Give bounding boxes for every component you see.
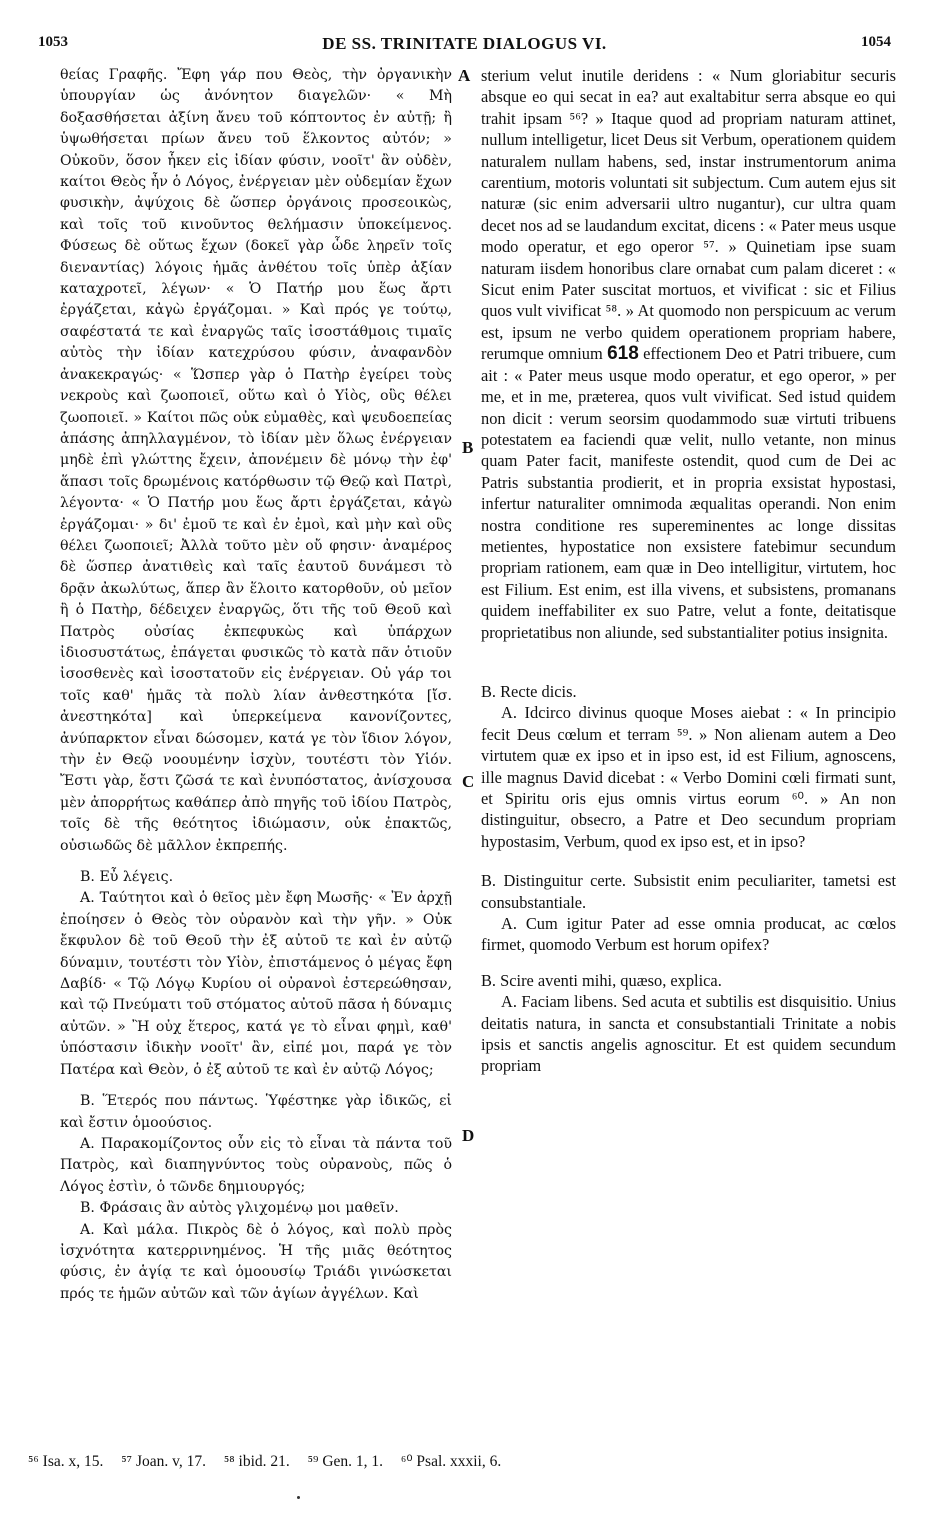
- margin-marker-c: C: [462, 772, 475, 791]
- running-title: DE SS. TRINITATE DIALOGUS VI.: [322, 34, 607, 53]
- margin-marker-a: A: [458, 66, 471, 85]
- left-page-number: 1053: [38, 34, 68, 50]
- latin-paragraph-6: B. Scire aventi mihi, quæso, explica.: [481, 970, 722, 990]
- margin-marker-b: B: [462, 438, 474, 457]
- greek-paragraph-5: Α. Παρακομίζοντος οὖν εἰς τὸ εἶναι τὰ πάντα τοῦ Πατρὸς, καὶ διαπηγνύντος τοὺς οὐρανοὺς, πῶς ὁ Λόγος ἐστὶν, ὁ τῶνδε δημιουργός;: [60, 1135, 452, 1195]
- latin-paragraph-1-part-a: sterium velut inutile deridens : « Num gloriabitur securis absque eo qui secat in ea? aut exaltabitur serra absque eo qui trahit ipsam ⁵⁶? » Itaque quod ad propriam naturam attinet, nullum intelligetur, licet Deus sit Verbum, operationem quidem naturalem nullam habens, sed, instar instrumentorum anima carentium, motoris voluntati sit subjectum. Cum autem ejus sit naturæ (sic enim adversarii ultro nugantur), cur ultra quam decet nos ad se laudandum excitat, dicens : « Pater meus usque modo operatur, et ego operor ⁵⁷. » Quinetiam ipse suam naturam iisdem honoribus clare ornabat cum palam diceret : « Sicut enim Pater suscitat mortuos, et vivificat : sic et Filius quos vult vivificat ⁵⁸. » At quomodo non perspicuum ac verum est, ipsum ne verbo quidem operationem propriam habere, rerumque omnium: [481, 66, 896, 364]
- running-header: [38, 34, 891, 58]
- right-page-number: 1054: [861, 34, 891, 50]
- latin-paragraph-2: B. Recte dicis.: [481, 681, 577, 701]
- greek-paragraph-2: Β. Εὖ λέγεις.: [80, 869, 174, 886]
- greek-paragraph-3: Α. Ταύτητοι καὶ ὁ θεῖος μὲν ἔφη Μωσῆς· « Ἐν ἀρχῇ ἐποίησεν ὁ Θεὸς τὸν οὐρανὸν καὶ τὴν γῆν. » Οὐκ ἔκφυλον δὲ τοῦ Θεοῦ τὴν ἐξ αὐτοῦ τε καὶ ἐν αὐτῷ δύναμιν, τουτέστι τὸν Υἱὸν, ἐπιστάμενος ὁ μέγας ἔφη Δαβίδ· « Τῷ Λόγῳ Κυρίου οἱ οὐρανοὶ ἐστερεώθησαν, καὶ τῷ Πνεύματι τοῦ στόματος αὐτοῦ πᾶσα ἡ δύναμις αὐτῶν. » Ἢ οὐχ ἕτερος, κατά γε τὸ εἶναι φημὶ, καθ' ὑπόστασιν ἰδικὴν νοοῖτ' ἂν, εἰπέ μοι, παρά γε τὸν Πατέρα καὶ Θεὸν, ὁ ἐξ αὐτοῦ τε καὶ ἐν αὐτῷ Λόγος;: [60, 890, 452, 1078]
- greek-paragraph-6: Β. Φράσαις ἂν αὐτὸς γλιχομένῳ μοι μαθεῖν.: [80, 1200, 399, 1217]
- latin-paragraph-1: [481, 65, 896, 643]
- margin-marker-d: D: [462, 1126, 475, 1145]
- greek-paragraph-1: θείας Γραφῆς. Ἔφη γάρ που Θεὸς, τὴν ὀργανικὴν ὑπουργίαν ὡς ἀνόνητον διαγελῶν· « Μὴ δοξασθήσεται ἀξίνη ἄνευ τοῦ κόπτοντος ἐν αὐτῇ; ἢ ὑψωθήσεται πρίων ἄνευ τοῦ ἕλκοντος αὐτόν; » Οὐκοῦν, ὅσον ἧκεν εἰς ἰδίαν φύσιν, νοοῖτ' ἂν οὐδὲν, καίτοι Θεὸς ἦν ὁ Λόγος, ἐνέργειαν μὲν οὐδεμίαν ἔχων φυσικὴν, ἀψύχοις δὲ ὥσπερ ὀργάνοις προσεοικὼς, καὶ τοῖς τοῦ κινοῦντος θελήμασιν ὑποκείμενος. Φύσεως δὲ οὕτως ἔχων (δοκεῖ γὰρ ὧδε ληρεῖν τοῖς διεναντίας) λόγοις ἡμᾶς ἀνθέτου τοῖς ὑπὲρ ἀξίαν καταχροτεῖ, λέγων· « Ὁ Πατήρ μου ἕως ἄρτι ἐργάζεται, κἀγὼ ἐργάζομαι. » Καὶ πρός γε τούτῳ, σαφέστατά τε καὶ ἐναργῶς ταῖς ἰσοστάθμοις τιμαῖς αὐτὸς τὴν ἰδίαν κατεχρύσου φύσιν, ἀναφανδὸν ἀνακεκραγώς· « Ὥσπερ γὰρ ὁ Πατὴρ ἐγείρει τοὺς νεκροὺς καὶ ζωοποιεῖ, οὕτω καὶ ὁ Υἱὸς, οὓς θέλει ζωοποιεῖ. » Καίτοι πῶς οὐκ εὐμαθὲς, καὶ ψευδοεπείας ἁπάσης ἀπηλλαγμένον, τὸ ἰδίαν μὲν ὅλως ἐνέργειαν μηδὲ ἐπὶ γλώττης ἔχειν, ἀπονέμειν δὲ μόνῳ τὴν ἐφ' ἅπασι τοῖς δρωμένοις κατόρθωσιν τῷ Θεῷ καὶ Πατρὶ, λέγοντα· « Ὁ Πατήρ μου ἕως ἄρτι ἐργάζεται, κἀγὼ ἐργάζομαι· » δι' ἐμοῦ τε καὶ ἐν ἐμοὶ, καὶ μὴν καὶ οὓς θέλει ζωοποιεῖ; Ἀλλὰ τοῦτο μὲν οὔ φησιν· ἀναμέρος δὲ ὥσπερ ἀνατιθεὶς καὶ ταῖς ἑαυτοῦ δυνάμεσι τὸ δρᾷν ἀκωλύτως, ἅπερ ἂν ἕλοιτο κατορθοῦν, οὐ μεῖον ἢ ὁ Πατὴρ, δέδειχεν ἐναργῶς, ὅτι τῆς τοῦ Θεοῦ καὶ Πατρὸς οὐσίας ἐκπεφυκὼς καὶ ὑπάρχων ἰδιοσυστάτως, ἐπάγεται φυσικῶς τὸ κατὰ πᾶν ὁτιοῦν ἰσοσθενὲς καὶ ἰσοστατοῦν εἰς ἐνέργειαν. Οὐ γάρ τοι τοῖς καθ' ἡμᾶς τὰ πολὺ λίαν ἀνθεστηκότα [ἴσ. ἀνεστηκότα] καὶ ὑπερκείμενα κανονίζοντες, ἀνύπαρκτον εἶναι δώσομεν, κατά γε τὸν ἴδιον λόγον, τὴν ἐν Θεῷ νοουμένην ἰσχὺν, τουτέστι τὸν Υἱόν. Ἔστι γὰρ, ἔστι ζῶσά τε καὶ ἐνυπόστατος, ἀνίσχουσα μὲν ἀπορρήτως καθάπερ ἀπὸ πηγῆς τοῦ ἰδίου Πατρὸς, τοῖς δὲ τῆς θεότητος ἰδιώμασιν, οὐκ ἐπακτῶς, οὐσιωδῶς δὲ μᾶλλον ἐκπρεπής.: [60, 67, 452, 854]
- footnotes: [28, 1452, 515, 1471]
- latin-paragraph-7: A. Faciam libens. Sed acuta et subtilis est disquisitio. Unius deitatis natura, in sancta et consubstantiali Trinitate a nobis ipsis et sanctis angelis agnoscitur. Et est quidem secundum propriam: [481, 992, 896, 1076]
- greek-paragraph-4: Β. Ἕτερός που πάντως. Ὑφέστηκε γὰρ ἰδικῶς, εἰ καὶ ἔστιν ὁμοούσιος.: [60, 1093, 452, 1131]
- footnote-57: ⁵⁷ Joan. v, 17.: [121, 1453, 206, 1470]
- latin-paragraph-1-part-b: effectionem Deo et Patri tribuere, cum ait : « Pater meus usque modo operatur, et ego operor, » per me, et in me, præterea, quos vult vivificat. Sed istud quidem non dicit : verum seorsim quodammodo suæ virtuti tribuens potestatem ea faciendi quæ velit, nullo vetante, non minus quam Pater facit, manifeste ostendit, quod cum de Dei ac Patris substantia prodierit, et in propria exsistat hypostasi, infertur naturaliter omnimoda æqualitas operandi. Non enim nostra conditione res supereminentes ac longe dissitas metientes, hypostatice non exsistere fatebimur secundum propriam rationem, eam quæ in Deo intelligitur, virtutem, hoc est Filium. Est enim, est illa vivens, et subsistens, promanans quidem ineffabiliter ex suo Patre, velut a fonte, deitatisque proprietatibus non aliunde, sed substantialiter potius insignita.: [481, 344, 896, 642]
- column-number: 618: [607, 343, 639, 365]
- latin-paragraph-4: B. Distinguitur certe. Subsistit enim peculiariter, tametsi est consubstantiale.: [481, 871, 896, 912]
- footnote-59: ⁵⁹ Gen. 1, 1.: [307, 1453, 384, 1470]
- footnote-60: ⁶⁰ Psal. xxxii, 6.: [400, 1453, 502, 1470]
- footnote-56: ⁵⁶ Isa. x, 15.: [28, 1453, 104, 1470]
- latin-paragraph-3: A. Idcirco divinus quoque Moses aiebat : « In principio fecit Deus cœlum et terram ⁵⁹. » Non alienam autem a Deo virtutem quæ ex ipso et in ipso est, id est Filium, agnoscens, ille magnus David dicebat : « Verbo Domini cœli firmati sunt, et Spiritu oris ejus omnis virtus eorum ⁶⁰. » An non distinguitur, obsecro, a Patre et Deo secundum propriam hypostasim, Verbum, quod ex ipso est, et in ipso?: [481, 703, 896, 851]
- footnote-58: ⁵⁸ ibid. 21.: [223, 1453, 290, 1470]
- latin-column: [481, 65, 896, 1077]
- latin-paragraph-5: A. Cum igitur Pater ad esse omnia producat, ac cœlos firmet, quomodo Verbum est horum opifex?: [481, 914, 896, 955]
- ink-speck: [297, 1496, 300, 1499]
- greek-paragraph-7: Α. Καὶ μάλα. Πικρὸς δὲ ὁ λόγος, καὶ πολὺ πρὸς ἰσχνότητα κατερρινημένος. Ἡ τῆς μιᾶς θεότητος φύσις, ἐν ἁγίᾳ τε καὶ ὁμοουσίῳ Τριάδι γινώσκεται πρός τε ἡμῶν αὐτῶν καὶ τῶν ἁγίων ἀγγέλων. Καὶ: [60, 1221, 452, 1302]
- greek-column: [60, 65, 452, 1305]
